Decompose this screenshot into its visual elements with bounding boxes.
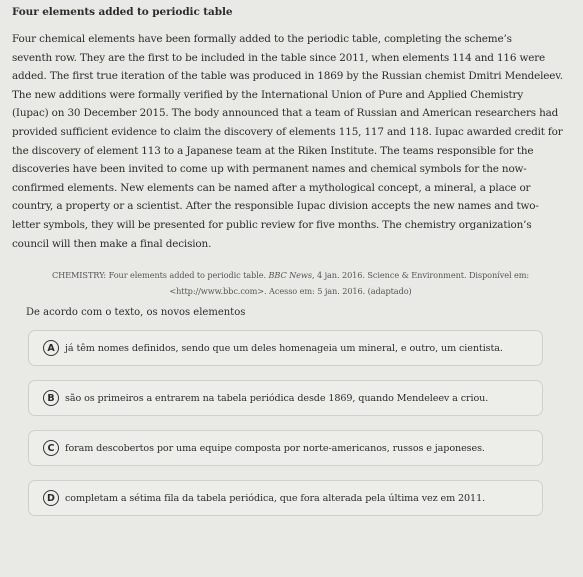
source-citation: [12, 267, 569, 299]
article-line: (Iupac) on 30 December 2015. The body announced that a team of Russian and American researchers had: [12, 107, 559, 120]
option-text: já têm nomes definidos, sendo que um deles homenageia um mineral, e outro, um cientista.: [65, 342, 503, 354]
article-line: letter symbols, they will be presented for public review for five months. The chemistry organization’s: [12, 218, 532, 231]
article-line: the discovery of element 113 to a Japanese team at the Riken Institute. The teams responsible for the: [12, 144, 534, 157]
article-line: Four chemical elements have been formally added to the periodic table, completing the scheme’s: [12, 33, 512, 45]
citation-prefix: CHEMISTRY: Four elements added to periodic table.: [51, 270, 269, 281]
option-letter-badge: A: [43, 340, 59, 356]
article-line: provided sufficient evidence to claim the discovery of elements 115, 117 and 118. Iupac awarded credit for: [12, 125, 563, 138]
article-line: seventh row. They are the first to be included in the table since 2011, when elements 114 and 116 were: [12, 51, 546, 64]
option-text: são os primeiros a entrarem na tabela periódica desde 1869, quando Mendeleev a criou.: [65, 392, 489, 404]
answer-option-c[interactable]: [28, 430, 543, 466]
answer-option-d[interactable]: [28, 480, 543, 516]
article-line: confirmed elements. New elements can be named after a mythological concept, a mineral, a place or: [12, 181, 531, 194]
answer-options: [28, 330, 543, 516]
article-line: added. The first true iteration of the table was produced in 1869 by the Russian chemist Dmitri Mendeleev.: [12, 70, 563, 83]
article-line: discoveries have been invited to come up with permanent names and chemical symbols for the now-: [12, 163, 527, 176]
answer-option-a[interactable]: [28, 330, 543, 366]
article-title: Four elements added to periodic table: [12, 6, 233, 18]
question-prompt: De acordo com o texto, os novos elementos: [26, 307, 246, 319]
citation-line-2: <http://www.bbc.com>. Acesso em: 5 jan. 2016. (adaptado): [169, 286, 412, 297]
citation-source: BBC News: [268, 270, 312, 281]
article-line: The new additions were formally verified by the International Union of Pure and Applied Chemistry: [12, 88, 524, 101]
option-text: completam a sétima fila da tabela periódica, que fora alterada pela última vez em 2011.: [65, 492, 486, 504]
option-letter-badge: B: [43, 390, 59, 406]
article-line: council will then make a final decision.: [12, 237, 212, 250]
article-line: country, a property or a scientist. After the responsible Iupac division accepts the new names and two-: [12, 200, 539, 213]
citation-suffix: , 4 jan. 2016. Science & Environment. Disponível em:: [311, 270, 530, 281]
option-letter-badge: D: [43, 490, 59, 506]
answer-option-b[interactable]: [28, 380, 543, 416]
option-letter-badge: C: [43, 440, 59, 456]
citation-line-1: [12, 267, 569, 283]
article-text: [12, 30, 569, 253]
option-text: foram descobertos por uma equipe composta por norte-americanos, russos e japoneses.: [65, 442, 485, 454]
